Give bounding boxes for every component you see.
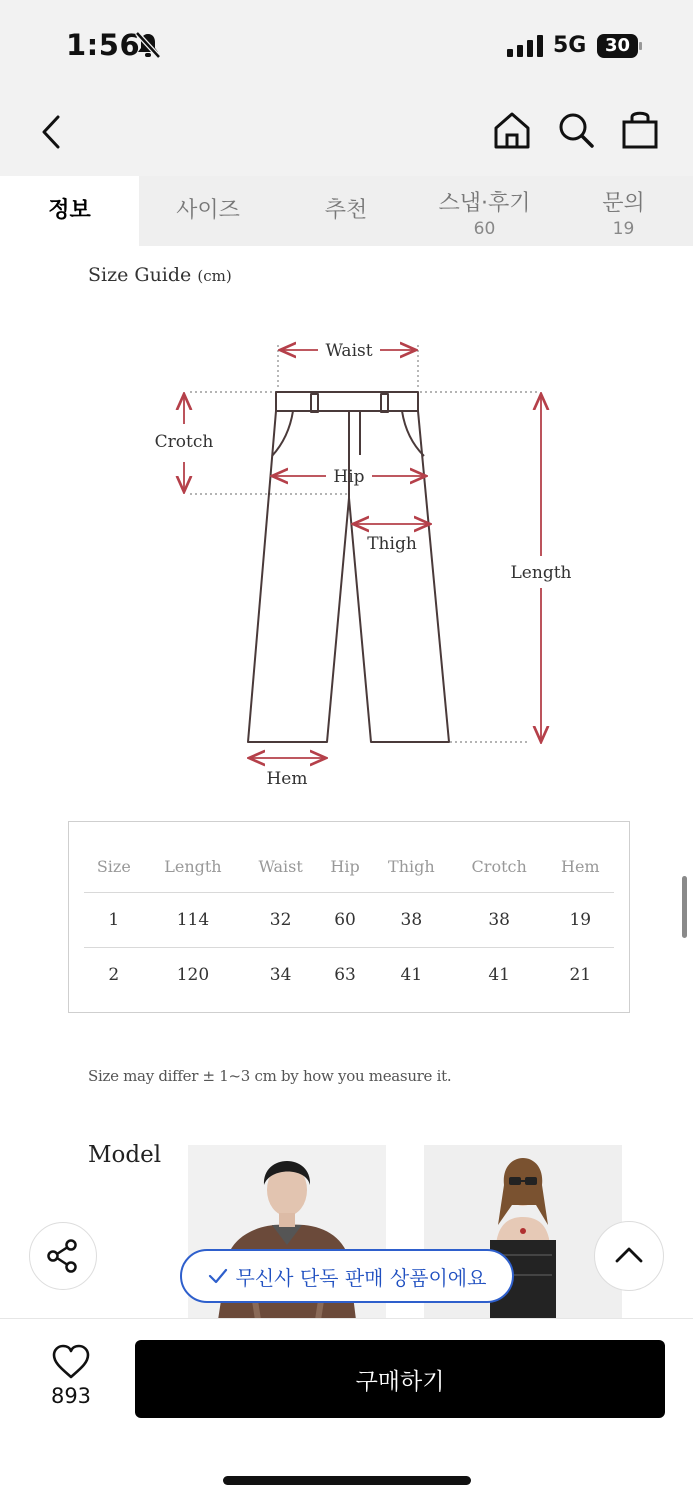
label-hip: Hip (333, 467, 365, 487)
size-guide-title (88, 264, 232, 286)
label-hem: Hem (266, 769, 308, 789)
search-icon[interactable] (556, 110, 596, 150)
table-cell: 2 (108, 965, 120, 985)
tab-count: 60 (473, 219, 496, 239)
nav-bar (0, 92, 693, 176)
table-cell: 32 (242, 893, 319, 948)
product-tabs (0, 176, 693, 246)
table-cell: 60 (319, 893, 371, 948)
network-type: 5G (553, 33, 587, 58)
battery-level: 30 (604, 35, 631, 56)
tab-inquiry[interactable] (554, 176, 693, 246)
tab-size[interactable] (139, 176, 277, 246)
tab-label: 스냅·후기 (438, 191, 531, 216)
table-header: Thigh (371, 840, 452, 893)
buy-button[interactable]: 구매하기 (135, 1340, 665, 1418)
table-cell: 1 (84, 893, 144, 948)
table-header: Size (84, 840, 144, 893)
table-cell: 63 (334, 965, 356, 985)
tab-label: 추천 (324, 198, 368, 223)
tab-count: 19 (612, 219, 635, 239)
size-table (68, 821, 630, 1013)
table-cell: 41 (488, 965, 510, 985)
check-icon (208, 1268, 228, 1284)
size-guide-unit: (cm) (197, 267, 232, 285)
table-header: Hip (319, 840, 371, 893)
battery-icon (597, 34, 643, 58)
label-waist: Waist (325, 341, 373, 361)
table-cell: 38 (452, 893, 547, 948)
tab-snap-review[interactable] (415, 176, 554, 246)
table-header: Crotch (452, 840, 547, 893)
chevron-up-icon (614, 1245, 644, 1265)
tab-label: 문의 (602, 191, 645, 216)
table-cell: 41 (400, 965, 423, 985)
share-icon (46, 1239, 80, 1273)
bell-slash-icon (135, 31, 161, 59)
table-header-row (84, 840, 614, 893)
size-guide-title-text: Size Guide (88, 264, 192, 286)
label-crotch: Crotch (154, 432, 214, 452)
share-button[interactable] (29, 1222, 97, 1290)
table-header: Waist (242, 840, 319, 893)
model-title: Model (88, 1142, 162, 1168)
tab-info[interactable] (0, 176, 139, 246)
like-count: 893 (50, 1384, 92, 1408)
exclusive-badge[interactable] (180, 1249, 514, 1303)
tab-recommend[interactable] (277, 176, 415, 246)
table-cell: 114 (144, 893, 242, 948)
back-icon[interactable] (38, 114, 64, 150)
scroll-top-button[interactable] (594, 1221, 664, 1291)
table-cell: 19 (547, 893, 614, 948)
table-header: Length (144, 840, 242, 893)
table-header: Hem (547, 840, 614, 893)
home-icon[interactable] (492, 110, 532, 150)
status-bar (0, 0, 693, 92)
table-row (84, 893, 614, 948)
exclusive-badge-text: 무신사 단독 판매 상품이에요 (235, 1265, 487, 1290)
table-row (84, 948, 614, 1003)
shopping-bag-icon[interactable] (620, 108, 660, 150)
size-note: Size may differ ± 1~3 cm by how you measure it. (88, 1067, 452, 1085)
table-cell: 21 (569, 965, 592, 985)
scrollbar-thumb[interactable] (682, 876, 687, 938)
label-length: Length (510, 563, 572, 583)
tab-label: 정보 (48, 198, 91, 223)
heart-icon[interactable] (40, 1343, 102, 1383)
status-time: 1:56 (66, 28, 141, 62)
table-cell: 34 (269, 965, 292, 985)
home-indicator (223, 1476, 471, 1485)
signal-icon (507, 35, 545, 57)
table-cell: 120 (176, 965, 210, 985)
table-cell: 38 (371, 893, 452, 948)
pants-size-diagram (140, 330, 580, 800)
label-thigh: Thigh (367, 534, 417, 554)
tab-label: 사이즈 (176, 198, 240, 223)
